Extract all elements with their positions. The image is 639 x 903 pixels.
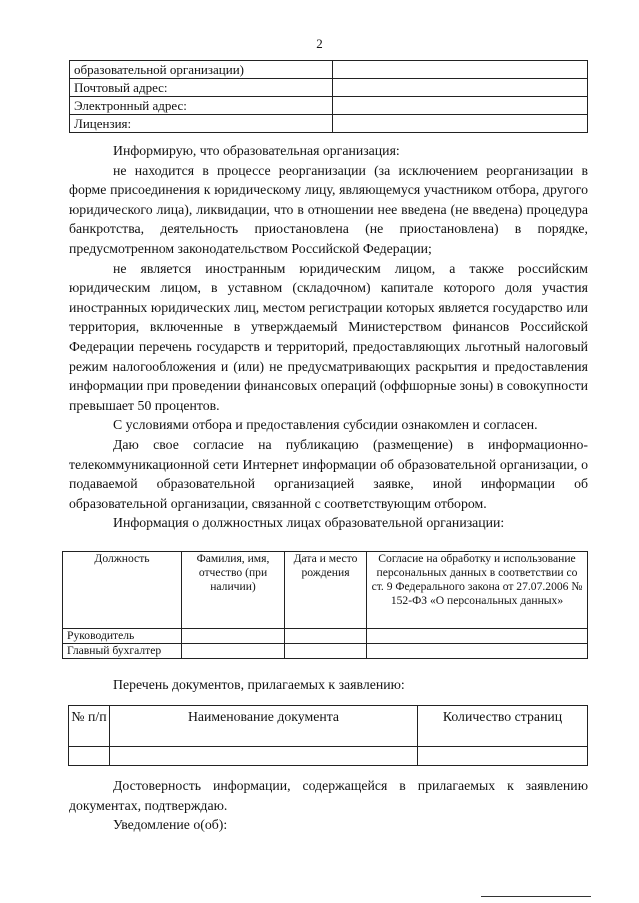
- paragraph-notification: Уведомление о(об):: [113, 817, 228, 833]
- table-header-row: [63, 552, 588, 629]
- declaration-body: [69, 141, 588, 533]
- paragraph-foreign-entity: не является иностранным юридическим лицом, а также российским юридическим лицом, в уставном (складочном) капитале которого доля участия иностранных юридических лиц, местом регистрации которых является государство или территория, включенные в утверждаемый Министерством финансов Российской Федерации перечень государств и территорий, предоставляющих льготный налоговый режим налогообложения и (или) не предусматривающих раскрытия и предоставления информации при проведении финансовых операций (оффшорные зоны) в совокупности превышает 50 процентов.: [69, 260, 588, 413]
- row-value: [333, 61, 588, 79]
- table-row: [70, 79, 588, 97]
- paragraph-officials-info: Информация о должностных лицах образовательной организации:: [113, 515, 505, 531]
- column-header: Дата и место рождения: [285, 552, 367, 629]
- table-row: [63, 644, 588, 659]
- empty-cell: [367, 629, 588, 644]
- empty-cell: [110, 747, 418, 766]
- empty-cell: [285, 644, 367, 659]
- paragraph-intro: Информирую, что образовательная организация:: [113, 143, 400, 158]
- position-cell: Главный бухгалтер: [63, 644, 182, 659]
- paragraph-reorganization: не находится в процессе реорганизации (за исключением реорганизации в форме присоединения к юридическому лицу, являющемуся участником отбора, другого юридического лица), ликвидации, что в отношении нее введена (не введена) процедура банкротства, деятельность приостановлена (не приостановлена) в порядке, предусмотренном законодательством Российской Федерации;: [69, 162, 588, 256]
- row-label: Почтовый адрес:: [70, 79, 333, 97]
- column-header: Количество страниц: [418, 706, 588, 747]
- table-row: [70, 97, 588, 115]
- organization-info-table: [69, 60, 588, 133]
- empty-cell: [285, 629, 367, 644]
- column-header: Фамилия, имя, отчество (при наличии): [182, 552, 285, 629]
- table-row: [63, 629, 588, 644]
- row-value: [333, 97, 588, 115]
- officials-table: [62, 551, 588, 659]
- row-value: [333, 115, 588, 133]
- page-number: 2: [316, 36, 323, 51]
- empty-cell: [69, 747, 110, 766]
- empty-cell: [182, 644, 285, 659]
- column-header: Должность: [63, 552, 182, 629]
- documents-table: [68, 705, 588, 766]
- row-label: Лицензия:: [70, 115, 333, 133]
- paragraph-confirmation: Достоверность информации, содержащейся в прилагаемых к заявлению документах, подтверждаю.: [69, 778, 588, 813]
- documents-list-title: Перечень документов, прилагаемых к заявлению:: [113, 677, 405, 692]
- row-label: образовательной организации): [70, 61, 333, 79]
- empty-cell: [367, 644, 588, 659]
- paragraph-publication-consent: Даю свое согласие на публикацию (размещение) в информационно-телекоммуникационной сети Интернет информации об образовательной организации, о подаваемой образовательной организацией заявке, иной информации об образовательной организации, связанной с соответствующим отбором.: [69, 436, 588, 511]
- footer-text: [69, 776, 588, 835]
- empty-cell: [418, 747, 588, 766]
- table-row: [70, 115, 588, 133]
- column-header: Согласие на обработку и использование персональных данных в соответствии со ст. 9 Федерального закона от 27.07.2006 № 152-ФЗ «О персональных данных»: [367, 552, 588, 629]
- column-header: Наименование документа: [110, 706, 418, 747]
- signature-line: [481, 896, 591, 897]
- column-header: № п/п: [69, 706, 110, 747]
- paragraph-conditions: С условиями отбора и предоставления субсидии ознакомлен и согласен.: [113, 417, 538, 433]
- empty-cell: [182, 629, 285, 644]
- row-value: [333, 79, 588, 97]
- table-row: [69, 747, 588, 766]
- table-row: [70, 61, 588, 79]
- position-cell: Руководитель: [63, 629, 182, 644]
- table-header-row: [69, 706, 588, 747]
- row-label: Электронный адрес:: [70, 97, 333, 115]
